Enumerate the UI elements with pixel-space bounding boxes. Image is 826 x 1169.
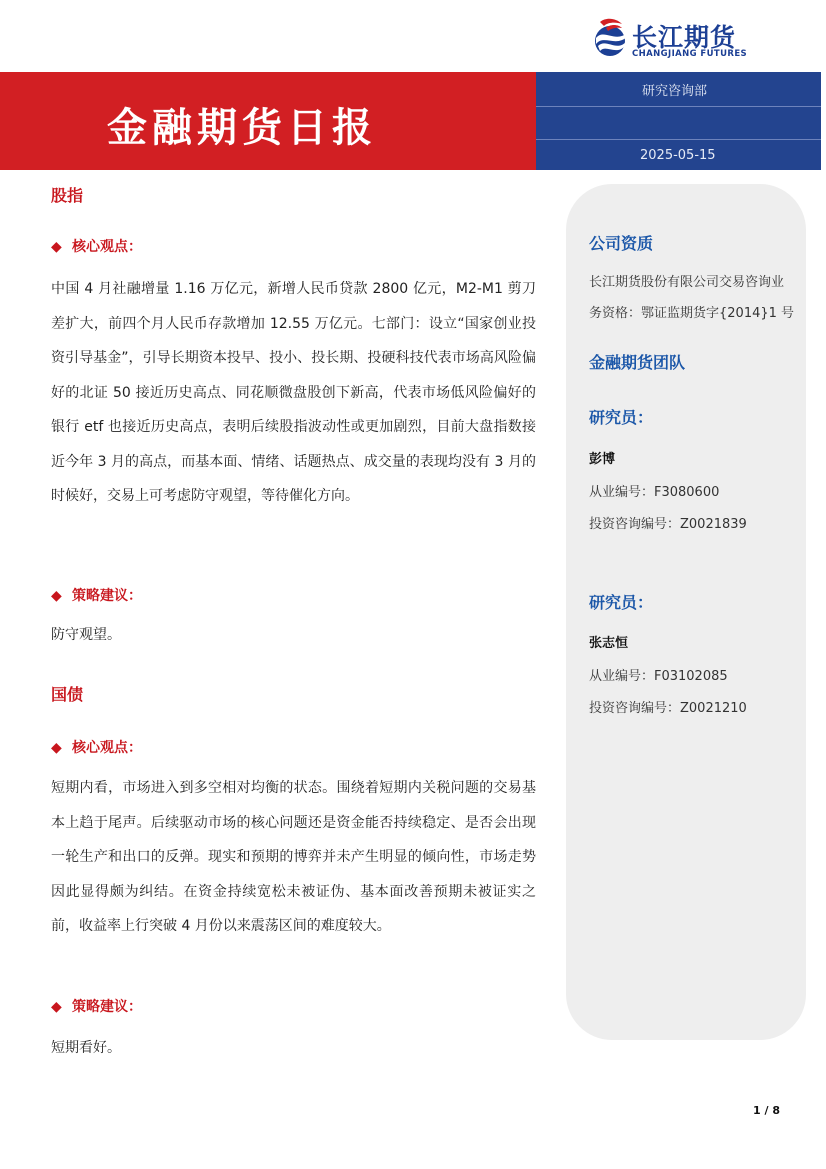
stock-core-view-text: 中国 4 月社融增量 1.16 万亿元，新增人民币贷款 2800 亿元，M2-M1 剪刀差扩大，前四个月人民币存款增加 12.55 万亿元。七部门：设立“国家创业投资引导基金”，引导长期资本投早、投小、投长期、投硬科技代表市场高风险偏好的北证 50 接近历史高点、同花顺微盘股创下新高，代表市场低风险偏好的银行 etf 也接近历史高点，表明后续股指波动性或更加剧烈，目前大盘指数接近今年 3 月的高点，而基本面、情绪、话题热点、成交量的表现均没有 3 月的时候好，交易上可考虑防守观望，等待催化方向。 [51,281,536,504]
strategy-heading [51,996,142,1016]
logo-en-text: CHANGJIANG FUTURES [632,49,748,59]
diamond-icon: ◆ [51,740,62,756]
strategy-label: 策略建议： [72,588,142,604]
diamond-icon: ◆ [51,588,62,604]
report-date: 2025-05-15 [640,148,716,163]
qualification-line: 长江期货股份有限公司交易咨询业 [589,275,785,290]
core-view-label: 核心观点： [72,740,142,756]
company-logo [592,14,772,64]
core-view-heading [51,737,142,757]
report-title: 金融期货日报 [107,105,377,151]
stock-strategy-text: 防守观望。 [51,627,121,643]
bond-strategy-text: 短期看好。 [51,1040,121,1056]
researcher-consult-id: 投资咨询编号：Z0021210 [589,701,747,716]
diamond-icon: ◆ [51,999,62,1015]
strategy-label: 策略建议： [72,999,142,1015]
strategy-heading [51,585,142,605]
qualification-title: 公司资质 [589,234,654,253]
researcher-consult-id: 投资咨询编号：Z0021839 [589,517,747,532]
qualification-line: 务资格：鄂证监期货字{2014}1 号 [589,306,795,321]
department-label: 研究咨询部 [642,84,708,99]
researcher-label: 研究员： [589,593,654,612]
researcher-name: 彭博 [589,452,616,467]
section-title-stock-index: 股指 [51,186,84,205]
core-view-heading [51,236,142,256]
logo-cn-text: 长江期货 [632,23,737,52]
diamond-icon: ◆ [51,239,62,255]
header-divider [536,106,821,107]
wave-logo-icon [592,14,632,60]
researcher-name: 张志恒 [589,636,629,651]
page-number: 1 / 8 [753,1104,780,1117]
header-divider [536,139,821,140]
section-title-treasury: 国债 [51,685,84,704]
researcher-license: 从业编号：F03102085 [589,669,728,684]
core-view-label: 核心观点： [72,239,142,255]
bond-core-view-text: 短期内看，市场进入到多空相对均衡的状态。围绕着短期内关税问题的交易基本上趋于尾声。后续驱动市场的核心问题还是资金能否持续稳定、是否会出现一轮生产和出口的反弹。现实和预期的博弈并未产生明显的倾向性，市场走势因此显得颇为纠结。在资金持续宽松未被证伪、基本面改善预期未被证实之前，收益率上行突破 4 月份以来震荡区间的难度较大。 [51,780,536,934]
researcher-label: 研究员： [589,408,654,427]
team-title: 金融期货团队 [589,353,686,372]
researcher-license: 从业编号：F3080600 [589,485,720,500]
